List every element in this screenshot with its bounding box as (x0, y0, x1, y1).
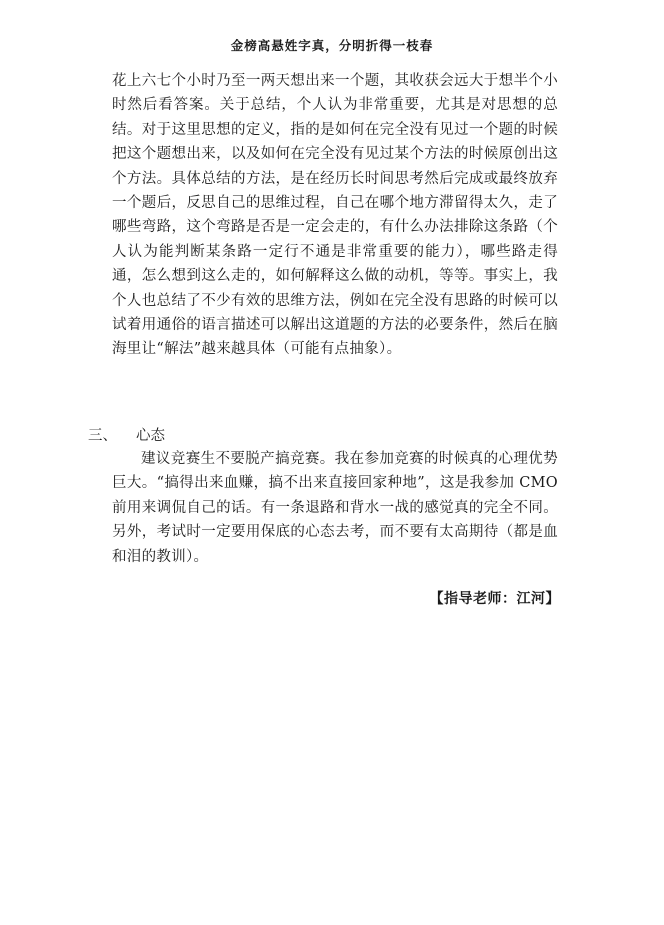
section-number: 三、 (88, 428, 117, 444)
page-header: 金榜高悬姓字真，分明折得一枝春 (230, 38, 434, 53)
paragraph-summary: 花上六七个小时乃至一两天想出来一个题，其收获会远大于想半个小时然后看答案。关于总结，个人认为非常重要，尤其是对思想的总结。对于这里思想的定义，指的是如何在完全没有见过一个题的时候把这个题想出来，以及如何在完全没有见过某个方法的时候原创出这个方法。具体总结的方法，是在经历长时间思考然后完成或最终放弃一个题后，反思自己的思维过程，自己在哪个地方滞留得太久，走了哪些弯路，这个弯路是否是一定会走的，有什么办法排除这条路（个人认为能判断某条路一定行不通是非常重要的能力），哪些路走得通，怎么想到这么走的，如何解释这么做的动机，等等。事实上，我个人也总结了不少有效的思维方法，例如在完全没有思路的时候可以试着用通俗的语言描述可以解出这道题的方法的必要条件，然后在脑海里让“解法”越来越具体（可能有点抽象）。 (112, 73, 558, 358)
section-heading (88, 425, 165, 447)
paragraph-mindset: 建议竞赛生不要脱产搞竞赛。我在参加竞赛的时候真的心理优势巨大。“搞得出来血赚，搞不出来直接回家种地”，这是我参加 CMO 前用来调侃自己的话。有一条退路和背水一战的感觉真的完全不同。另外，考试时一定要用保底的心态去考，而不要有太高期待（都是血和泪的教训）。 (112, 451, 558, 565)
section-title: 心态 (136, 428, 165, 444)
advisor-signature: 【指导老师：江河】 (429, 591, 560, 607)
